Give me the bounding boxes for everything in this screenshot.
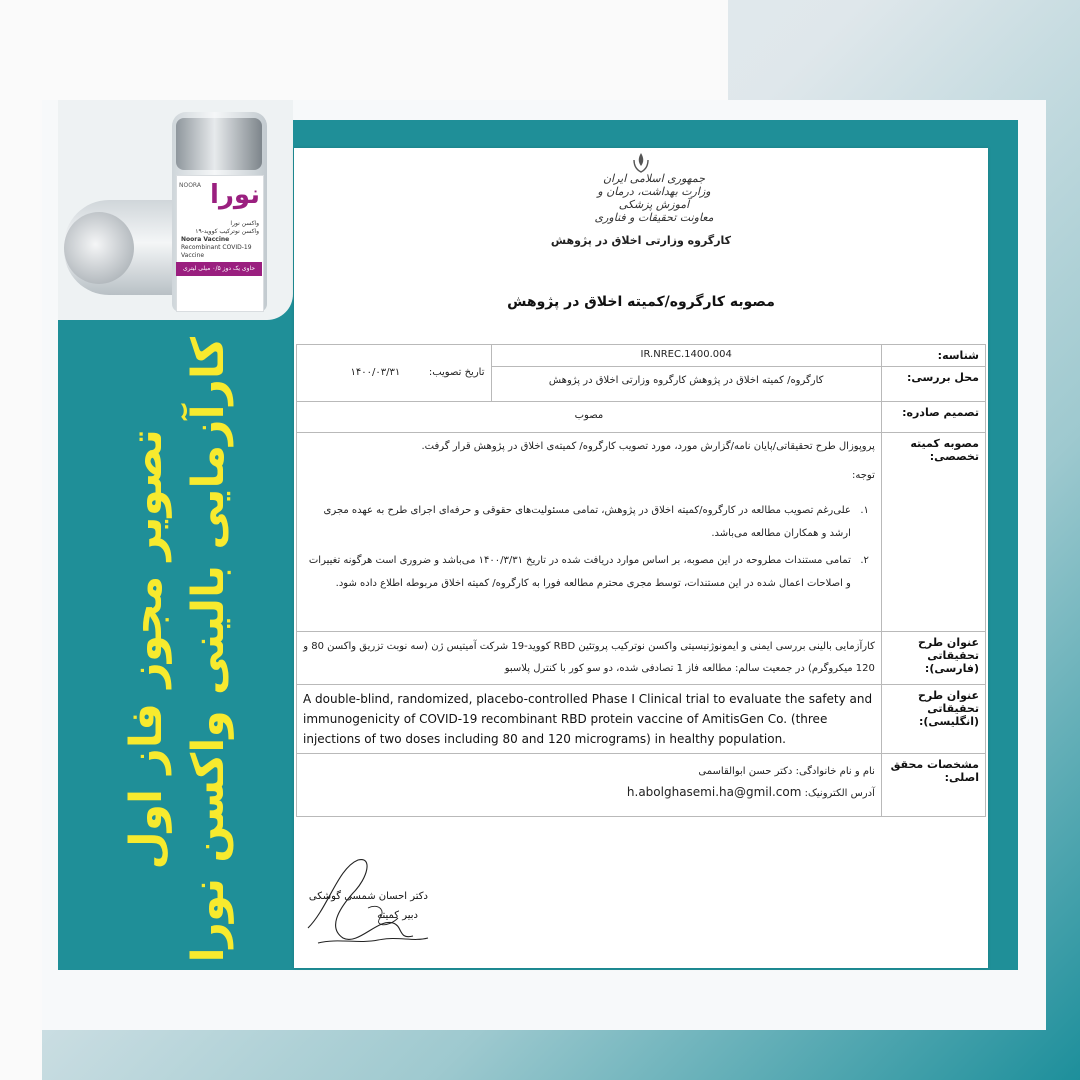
approval-form-table — [296, 344, 986, 817]
name-value: دکتر حسن ابوالقاسمی — [698, 766, 793, 777]
note1-text: علی‌رغم تصویب مطالعه در کارگروه/کمیته اخلاق در پژوهش، تمامی مسئولیت‌های حقوقی و حرفه‌ای اجرای طرح به عهده مجری ارشد و همکاران مطالعه می‌باشد. — [323, 505, 851, 539]
side-title-line1: تصویر مجوز فاز اول — [120, 429, 172, 871]
left-white-band — [0, 0, 42, 1080]
ministry-header: جمهوری اسلامی ایران وزارت بهداشت، درمان و آموزش پزشکی معاونت تحقیقات و فناوری — [594, 172, 714, 224]
side-title-line2: کارآزمایی بالینی واکسن نورا — [182, 337, 234, 963]
decision-value: مصوب — [297, 402, 882, 433]
title-fa-value: کارآزمایی بالینی بررسی ایمنی و ایمونوژنیسیتی واکسن نوترکیب پروتئین RBD کووید-19 شرکت آمیتیس ژن (سه نوبت تزریق واکسن 80 و 120 میکروگرم) در جمعیت سالم: مطالعه فاز 1 تصادفی شده، دو سو کور با کنترل پلاسبو — [297, 632, 882, 685]
email-value: h.abolghasemi.ha@gmil.com — [626, 785, 802, 799]
signature-image — [298, 848, 438, 958]
date-value: ۱۴۰۰/۰۳/۳۱ — [350, 367, 401, 378]
approval-body — [297, 433, 882, 632]
decision-label: تصمیم صادره: — [881, 402, 985, 433]
note2-number: ۲. — [860, 555, 869, 566]
vial-brand: نورا — [210, 180, 260, 210]
title-fa-label: عنوان طرح تحقیقاتی (فارسی): — [881, 632, 985, 685]
id-label: شناسه: — [881, 345, 985, 367]
vial-top-cap — [176, 118, 262, 170]
vial-name-en: Noora Vaccine — [181, 236, 230, 243]
approval-text: پروپوزال طرح تحقیقاتی/پایان نامه/گزارش مورد، مورد تصویب کارگروه/ کمیته‌ی اخلاق در پژوهش قرار گرفت. — [421, 441, 875, 452]
date-label: تاریخ تصویب: — [428, 367, 485, 378]
title-en-value: A double-blind, randomized, placebo-controlled Phase I Clinical trial to evaluate the safety and immunogenicity of COVID-19 recombinant RBD protein vaccine of AmitisGen Co. (three injections of two doses including 80 and 120 micrograms) in healthy population. — [297, 685, 882, 754]
id-value: IR.NREC.1400.004 — [491, 345, 881, 367]
investigator-label: مشخصات محقق اصلی: — [881, 754, 985, 817]
title-en-label: عنوان طرح تحقیقاتی (انگلیسی): — [881, 685, 985, 754]
review-value: کارگروه/ کمیته اخلاق در پژوهش کارگروه وزارتی اخلاق در پژوهش — [491, 367, 881, 402]
note1-number: ۱. — [860, 505, 869, 516]
note2-text: تمامی مستندات مطروحه در این مصوبه، بر اساس موارد دریافت شده در تاریخ ۱۴۰۰/۳/۳۱ می‌باشد و ضروری است هرگونه تغییرات و اصلاحات اعمال شده در این مستندات، توسط مجری محترم مطالعه فورا به کارگروه/ کمیته اخلاق مربوطه اطلاع داده شود. — [308, 555, 851, 589]
emblem-icon — [630, 152, 652, 174]
note-item — [303, 549, 869, 595]
note-item — [303, 499, 869, 545]
signatory-name: دکتر احسان شمسی گوشکی — [308, 891, 428, 902]
vial-brand-latin: NOORA — [179, 182, 201, 189]
vial-desc-en: Recombinant COVID-19 Vaccine — [181, 244, 252, 259]
vial-dose: حاوی یک دوز ۰/۵ میلی لیتری — [182, 265, 256, 272]
note-label: توجه: — [852, 470, 875, 481]
investigator-details — [297, 754, 882, 817]
approval-document — [294, 148, 988, 968]
side-title — [60, 330, 295, 970]
vial-subtitle-fa: واکسن نوترکیب کووید-۱۹ — [195, 228, 259, 235]
date-cell — [297, 345, 492, 402]
vial-dose-band — [176, 262, 262, 276]
top-white-band — [0, 0, 728, 100]
approval-label: مصوبه کمیته تخصصی: — [881, 433, 985, 632]
signatory-role: دبیر کمیته — [377, 910, 418, 921]
vial-name-fa: واکسن نورا — [230, 220, 259, 227]
document-title: مصوبه کارگروه/کمیته اخلاق در پژوهش — [507, 294, 775, 310]
name-label: نام و نام خانوادگی: — [795, 766, 875, 777]
vial-cap-icon — [64, 212, 134, 284]
department-name: کارگروه وزارتی اخلاق در پژوهش — [550, 234, 732, 247]
review-label: محل بررسی: — [881, 367, 985, 402]
email-label: آدرس الکترونیک: — [804, 788, 875, 799]
